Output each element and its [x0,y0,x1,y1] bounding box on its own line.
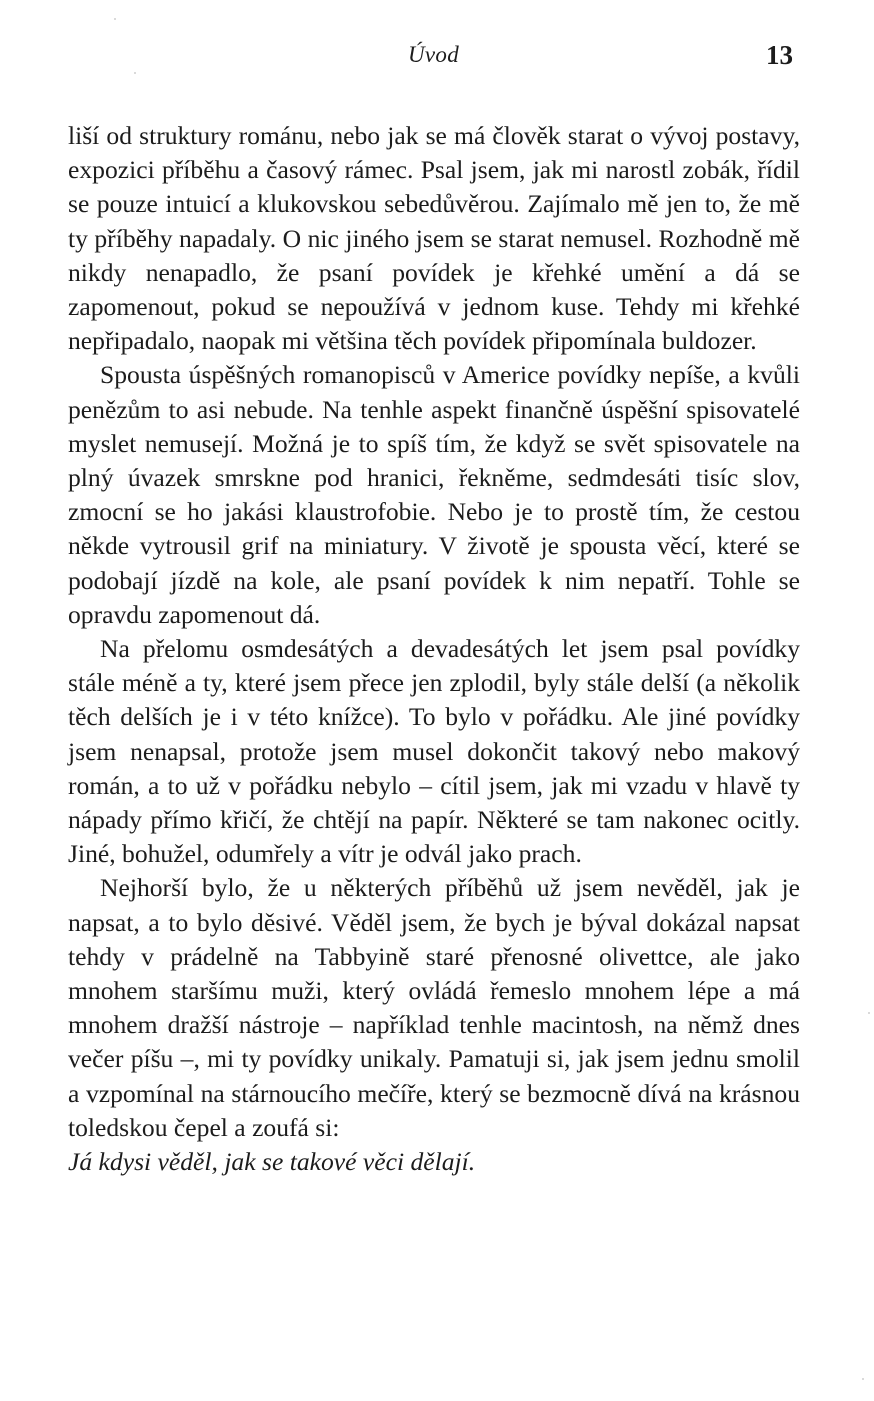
running-title: Úvod [408,42,460,67]
running-head [0,42,874,76]
scan-speck [134,72,136,74]
page-number: 13 [766,40,793,70]
paragraph-eighties: Na přelomu osmdesátých a devadesátých let jsem psal povídky stále méně a ty, které jsem přece jen zplodil, byly stále delší (a několik těch delších je i v této knížce). To bylo v pořádku. Ale jiné povídky jsem nenapsal, protože jsem musel dokončit takový nebo makový román, a to už v pořádku nebylo – cítil jsem, jak mi vzadu v hlavě ty nápady přímo křičí, že chtějí na papír. Některé se tam nakonec ocitly. Jiné, bohužel, odumřely a vítr je odvál jako prach. [68,634,800,869]
body-text [68,119,800,1179]
scan-speck [868,1012,870,1014]
paragraph-worst-part: Nejhorší bylo, že u některých příběhů už jsem nevěděl, jak je napsat, a to bylo děsivé. Věděl jsem, že bych je býval dokázal napsat tehdy v prádelně na Tabbyině staré přenosné olivettce, ale jako mnohem staršímu muži, který ovládá řemeslo mnohem lépe a má mnohem dražší nástroje – například tenhle macintosh, na němž dnes večer píšu –, mi ty povídky unikaly. Pamatuji si, jak jsem jednu smolil a vzpomínal na stárnoucího mečíře, který se bezmocně dívá na krásnou toledskou čepel a zoufá si: [68,873,800,1142]
paragraph-novelists: Spousta úspěšných romanopisců v Americe povídky nepíše, a kvůli penězům to asi nebude. Na tenhle aspekt finančně úspěšní spisovatelé myslet nemusejí. Možná je to spíš tím, že když se svět spisovatele na plný úvazek smrskne pod hranici, řekněme, sedmdesáti tisíc slov, zmocní se ho jakási klaustrofobie. Nebo je to prostě tím, že cestou někde vytrousil grif na miniatury. V životě je spousta věcí, které se podobají jízdě na kole, ale psaní povídek k nim nepatří. Tohle se opravdu zapomenout dá. [68,360,800,629]
italic-quote: Já kdysi věděl, jak se takové věci dělají. [68,1147,476,1177]
scan-speck [114,18,116,20]
paragraph-continuation: liší od struktury románu, nebo jak se má člověk starat o vývoj postavy, expozici příběhu a časový rámec. Psal jsem, jak mi narostl zobák, řídil se pouze intuicí a klukovskou sebedůvěrou. Zajímalo mě jen to, že mě ty příběhy napadaly. O nic jiného jsem se starat nemusel. Rozhodně mě nikdy nenapadlo, že psaní povídek je křehké umění a dá se zapomenout, pokud se nepoužívá v jednom kuse. Tehdy mi křehké nepřipadalo, naopak mi většina těch povídek připomínala buldozer. [68,121,800,356]
scan-speck [862,1378,864,1380]
